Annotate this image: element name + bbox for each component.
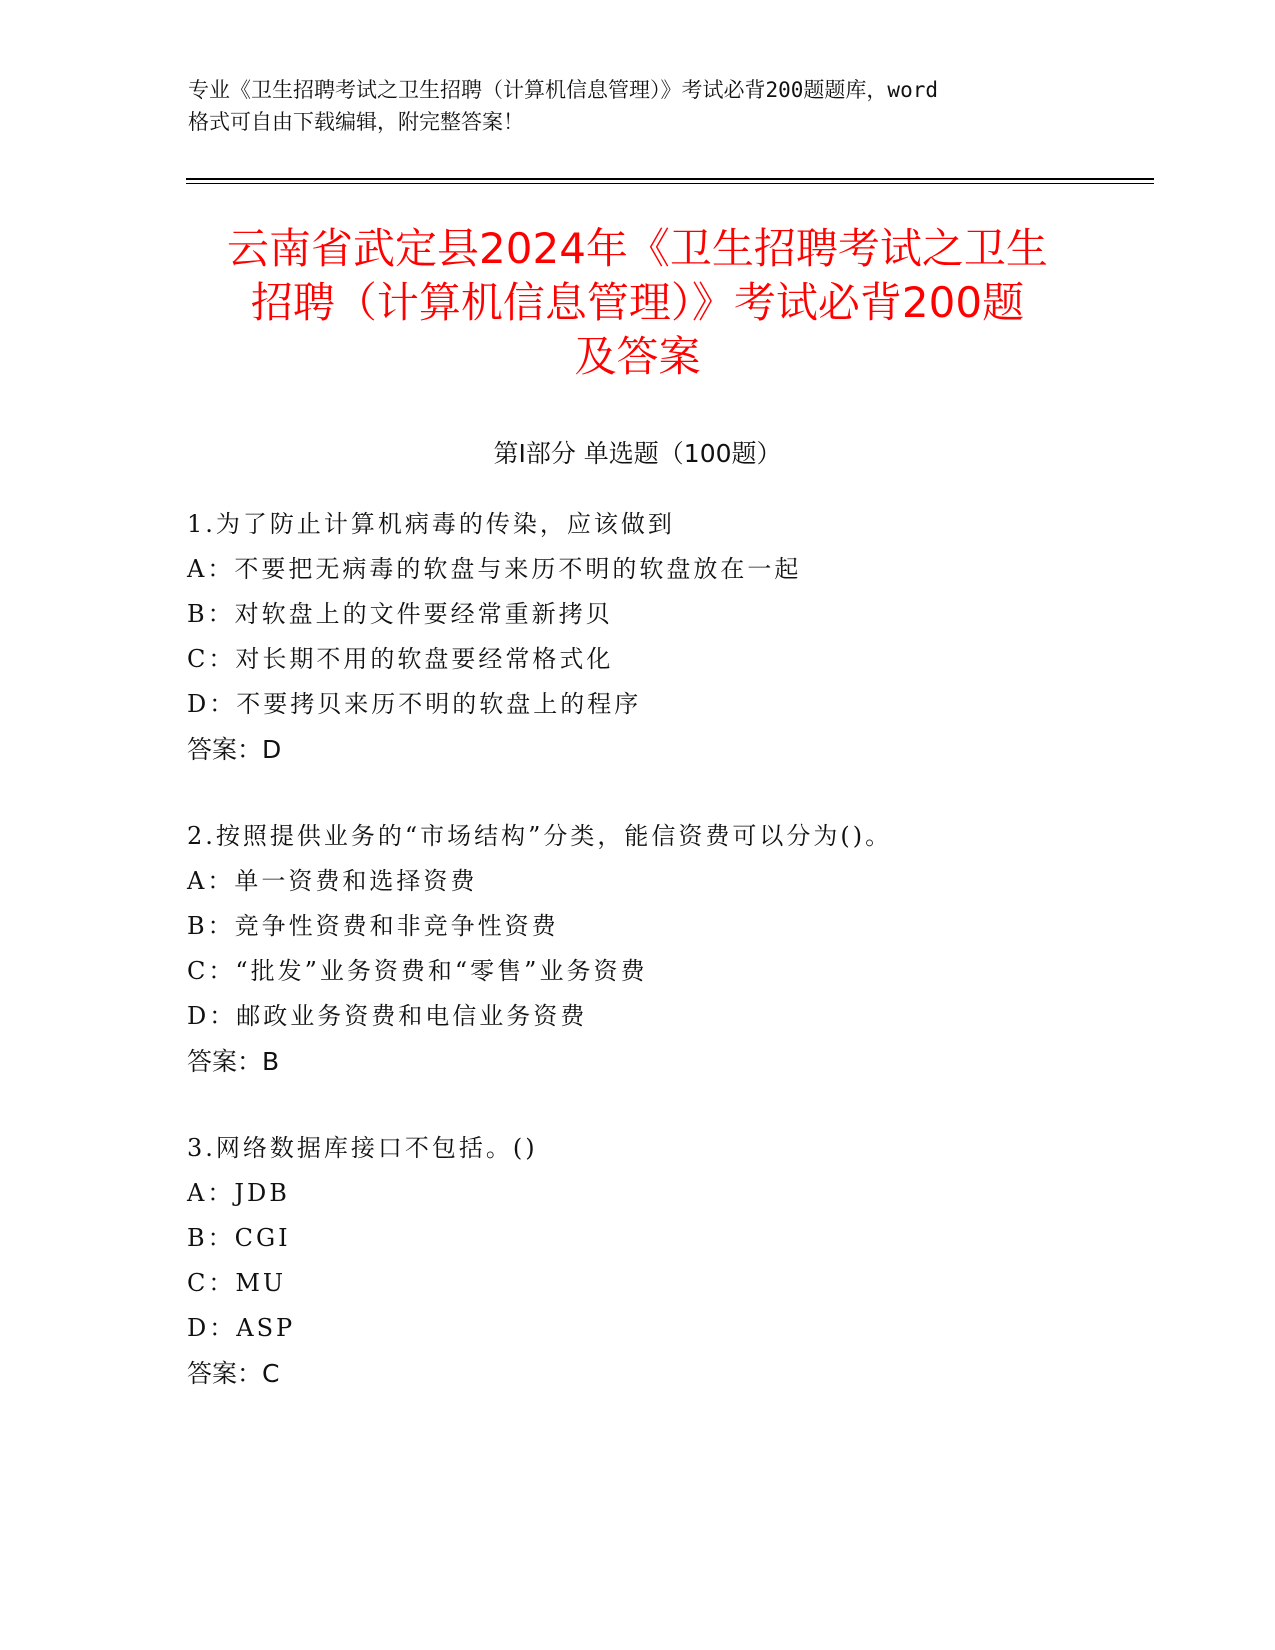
question-block (187, 814, 1087, 1084)
header-rule-thick (186, 178, 1154, 180)
option-b: B：竞争性资费和非竞争性资费 (187, 912, 559, 940)
option-a: A：单一资费和选择资费 (187, 867, 478, 895)
option-b: B：CGI (187, 1224, 291, 1252)
title-line: 招聘（计算机信息管理）》考试必背200题 (250, 278, 1025, 327)
option-c: C：MU (187, 1269, 287, 1297)
option-a: A：不要把无病毒的软盘与来历不明的软盘放在一起 (187, 555, 802, 583)
question-block (187, 1126, 1087, 1396)
option-a: A：JDB (187, 1179, 290, 1207)
option-d: D：不要拷贝来历不明的软盘上的程序 (187, 690, 642, 718)
option-b: B：对软盘上的文件要经常重新拷贝 (187, 600, 613, 628)
answer-line: 答案：B (187, 1047, 280, 1076)
question-text: 2.按照提供业务的“市场结构”分类，能信资费可以分为()。 (187, 822, 893, 850)
answer-line: 答案：C (187, 1359, 280, 1388)
question-block (187, 502, 1087, 772)
option-c: C：“批发”业务资费和“零售”业务资费 (187, 957, 648, 985)
header-rule-thin (186, 183, 1154, 184)
option-d: D：ASP (187, 1314, 296, 1342)
intro-text (188, 74, 1088, 138)
option-d: D：邮政业务资费和电信业务资费 (187, 1002, 588, 1030)
title-line: 云南省武定县2024年《卫生招聘考试之卫生 (227, 224, 1048, 273)
question-text: 1.为了防止计算机病毒的传染，应该做到 (187, 510, 675, 538)
document-title (150, 222, 1125, 384)
answer-line: 答案：D (187, 735, 282, 764)
section-heading: 第Ⅰ部分 单选题（100题） (493, 439, 782, 468)
option-c: C：对长期不用的软盘要经常格式化 (187, 645, 614, 673)
title-line: 及答案 (574, 332, 701, 381)
intro-line: 格式可自由下载编辑，附完整答案！ (188, 110, 524, 134)
intro-line: 专业《卫生招聘考试之卫生招聘（计算机信息管理）》考试必背200题题库，word (188, 78, 938, 102)
question-text: 3.网络数据库接口不包括。() (187, 1134, 538, 1162)
